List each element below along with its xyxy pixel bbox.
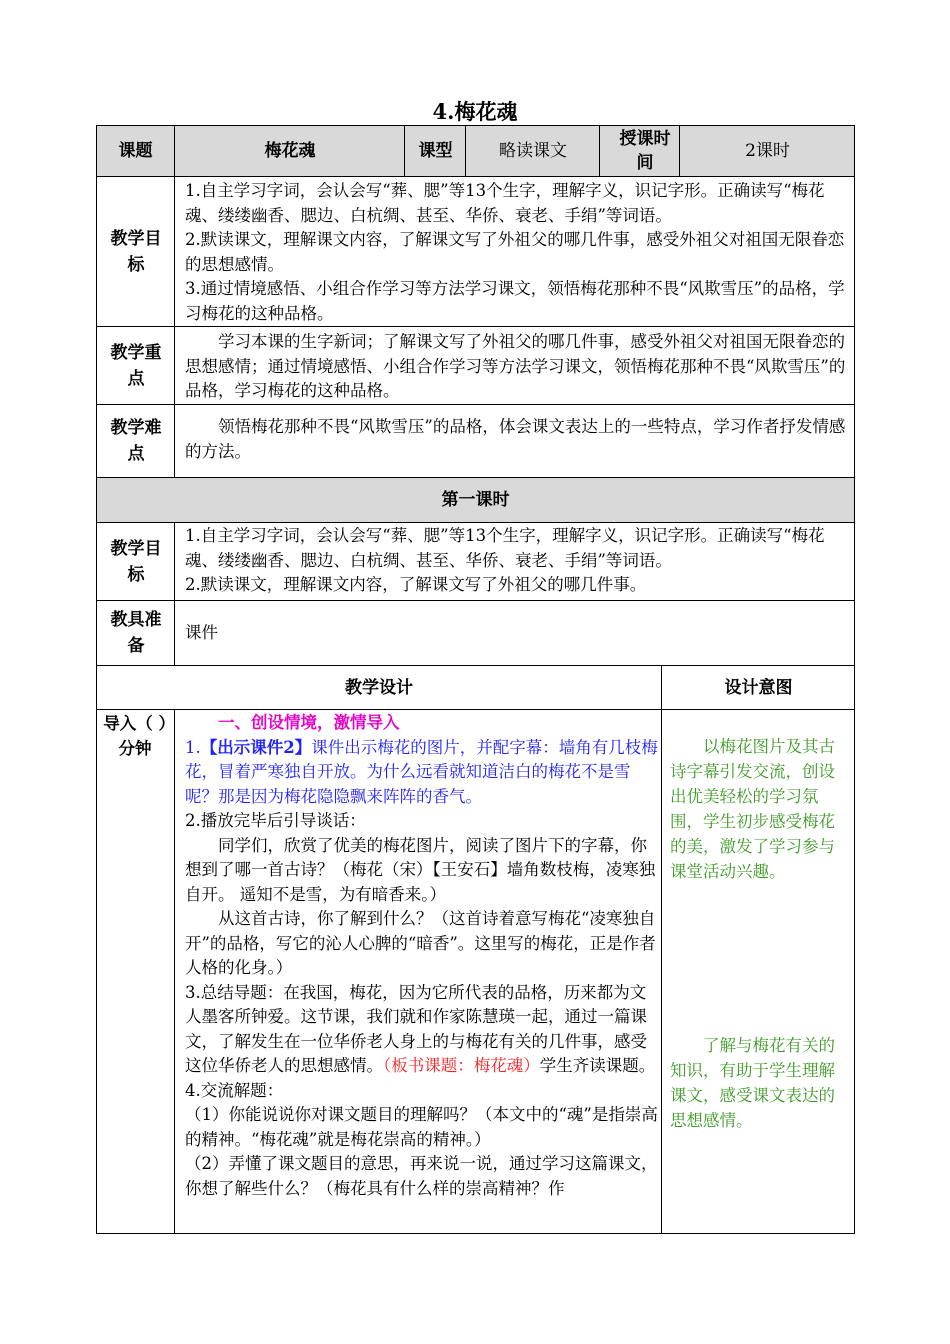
goals-divider <box>174 176 175 327</box>
intent-2: 了解与梅花有关的知识，有助于学生理解课文，感受课文表达的思想感情。 <box>670 1036 835 1130</box>
design-body-divider-1 <box>174 709 175 1234</box>
step-3-text: 3.总结导题：在我国，梅花，因为它所代表的品格，历来都为文人墨客所钟爱。这节课，我们就和作家陈慧瑛一起，通过一篇课文，了解发生在一位华侨老人身上的与梅花有关的几件事，感受这位华侨老人的思想感情。 <box>185 982 647 1075</box>
stage-label: 导入（ ）分钟 <box>103 714 167 758</box>
difficulties-text: 领悟梅花那种不畏“风欺雪压”的品格，体会课文表达上的一些特点，学习作者抒发情感的方法。 <box>185 417 846 461</box>
section-title: 一、创设情境，激情导入 <box>218 713 400 732</box>
step-2: 2.播放完毕后引导谈话： <box>185 811 366 830</box>
page-title: 4.梅花魂 <box>432 99 518 124</box>
tools-label: 教具准备 <box>110 610 162 656</box>
lesson-label: 课题 <box>118 141 153 161</box>
key-points-label: 教学重点 <box>110 342 162 389</box>
first-goal-2: 2.默读课文，理解课文内容，了解课文写了外祖父的哪几件事。 <box>185 575 647 594</box>
tools-value: 课件 <box>185 623 218 642</box>
first-goals-divider <box>174 522 175 601</box>
type-label: 课型 <box>418 141 453 161</box>
first-goals-label: 教学目标 <box>110 538 162 585</box>
design-content <box>185 711 661 1201</box>
step-3-tail: 学生齐读课题。 <box>539 1056 656 1075</box>
first-goal-1: 1.自主学习字词，会认会写“葬、腮”等13个生字，理解字义，识记字形。正确读写“梅花魂、缕缕幽香、腮边、白杭绸、甚至、华侨、衰老、手绢”等词语。 <box>185 526 825 570</box>
type-value: 略读课文 <box>499 141 567 161</box>
intent-1: 以梅花图片及其古诗字幕引发交流，创设出优美轻松的学习氛围，学生初步感受梅花的美，激发了学习参与课堂活动兴趣。 <box>670 737 835 881</box>
step-4-1: （1）你能说说你对课文题目的理解吗？（本文中的“魂”是指崇高的精神。“梅花魂”就是梅花崇高的精神。） <box>185 1105 658 1149</box>
first-lesson-heading: 第一课时 <box>441 490 510 510</box>
hours-value: 2课时 <box>745 141 790 161</box>
design-col-2: 设计意图 <box>724 677 793 698</box>
goals-label: 教学目标 <box>110 228 162 275</box>
step-1 <box>185 736 661 810</box>
goal-1: 1.自主学习字词，会认会写“葬、腮”等13个生字，理解字义，识记字形。正确读写“梅花魂、缕缕幽香、腮边、白杭绸、甚至、华侨、衰老、手绢”等词语。 <box>185 181 825 225</box>
step-2-b: 从这首古诗，你了解到什么？（这首诗着意写梅花“凌寒独自开”的品格，写它的沁人心脾的“暗香”。这里写的梅花，正是作者人格的化身。） <box>185 909 656 977</box>
step-1-prefix: 1. <box>185 737 201 757</box>
step-1-text: 课件出示梅花的图片，并配字幕：墙角有几枝梅花，冒着严寒独自开放。为什么远看就知道洁白的梅花不是雪呢？那是因为梅花隐隐飘来阵阵的香气。 <box>185 737 658 806</box>
difficulties-divider <box>174 404 175 478</box>
step-1-tag: 【出示课件2】 <box>200 737 312 757</box>
step-3-board: （板书课题：梅花魂） <box>383 1056 540 1075</box>
first-goals-text <box>185 524 853 598</box>
goal-3: 3.通过情境感悟、小组合作学习等方法学习课文，领悟梅花那种不畏“风欺雪压”的品格，学习梅花的这种品格。 <box>185 279 845 323</box>
key-points-divider <box>174 326 175 405</box>
design-body-divider-2 <box>661 709 662 1234</box>
step-4-2: （2）弄懂了课文题目的意思，再来说一说，通过学习这篇课文，你想了解些什么？（梅花具有什么样的崇高精神？作 <box>185 1154 658 1198</box>
step-2-a: 同学们，欣赏了优美的梅花图片，阅读了图片下的字幕，你想到了哪一首古诗？（梅花（宋）【王安石】墙角数枝梅，凌寒独自开。 遥知不是雪，为有暗香来。） <box>185 835 656 904</box>
goals-text <box>185 179 853 326</box>
tools-divider <box>174 600 175 666</box>
step-3 <box>185 981 661 1079</box>
key-points-text: 学习本课的生字新词；了解课文写了外祖父的哪几件事，感受外祖父对祖国无限眷恋的思想感情；通过情境感悟、小组合作学习等方法学习课文，领悟梅花那种不畏“风欺雪压”的品格，学习梅花的这种品格。 <box>185 332 846 400</box>
step-4: 4.交流解题： <box>185 1080 284 1100</box>
design-col-1: 教学设计 <box>345 677 413 698</box>
goal-2: 2.默读课文，理解课文内容，了解课文写了外祖父的哪几件事，感受外祖父对祖国无限眷恋的思想感情。 <box>185 230 845 274</box>
lesson-value: 梅花魂 <box>264 141 316 161</box>
hours-label: 授课时间 <box>619 129 671 173</box>
difficulties-label: 教学难点 <box>110 418 162 464</box>
